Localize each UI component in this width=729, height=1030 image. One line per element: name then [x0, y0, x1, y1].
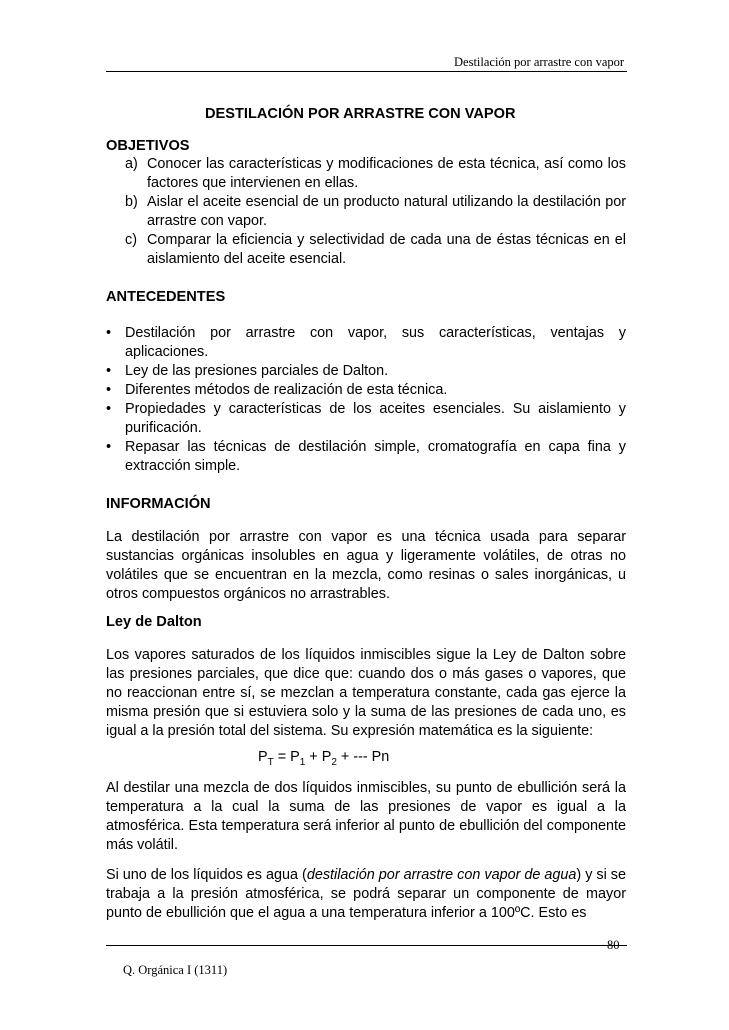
dalton-paragraph-3: [106, 866, 626, 923]
list-item: [106, 438, 626, 476]
paragraph-text: Si uno de los líquidos es agua (destilación por arrastre con vapor de agua) y si se trabaja a la presión atmosférica, se podrá separar un componente de mayor punto de ebullición que el agua a una temperatura inferior a 100ºC. Esto es: [106, 867, 626, 921]
bullet-icon: •: [106, 325, 112, 341]
dalton-formula: $P_T = P_1 + P_2$ + --- Pn: [258, 749, 390, 768]
document-title: DESTILACIÓN POR ARRASTRE CON VAPOR: [205, 106, 516, 122]
list-item-text: Diferentes métodos de realización de esta técnica.: [125, 382, 448, 398]
objetivos-heading: OBJETIVOS: [106, 138, 190, 154]
list-item-text: Destilación por arrastre con vapor, sus características, ventajas y aplicaciones.: [125, 325, 626, 360]
list-item: [106, 362, 626, 381]
list-item-text: Repasar las técnicas de destilación simple, cromatografía en capa fina y extracción simple.: [125, 439, 626, 474]
list-item: [106, 381, 626, 400]
dalton-heading: Ley de Dalton: [106, 614, 202, 630]
bullet-icon: •: [106, 401, 112, 417]
bullet-icon: •: [106, 363, 112, 379]
list-item: [106, 400, 626, 438]
dalton-paragraph-2: [106, 779, 626, 855]
bullet-icon: •: [106, 439, 112, 455]
list-item-text: Ley de las presiones parciales de Dalton.: [125, 363, 389, 379]
list-item-text: Comparar la eficiencia y selectividad de cada una de éstas técnicas en el aislamiento del aceite esencial.: [147, 232, 626, 267]
paragraph-text: Los vapores saturados de los líquidos inmiscibles sigue la Ley de Dalton sobre las presiones parciales, que dice que: cuando dos o más gases o vapores, que no reaccionan entre sí, se mezclan a temperatura constante, cada gas ejerce la misma presión que si estuviera solo y la suma de las presiones de cada uno, es igual a la presión total del sistema. Su expresión matemática es la siguiente:: [106, 647, 626, 739]
emphasized-term: destilación por arrastre con vapor de agua: [306, 867, 577, 883]
list-item-text: Aislar el aceite esencial de un producto natural utilizando la destilación por arrastre con vapor.: [147, 194, 626, 229]
list-item-text: Propiedades y características de los aceites esenciales. Su aislamiento y purificación.: [125, 401, 626, 436]
page-number: 80: [607, 938, 620, 952]
antecedentes-list: [106, 324, 626, 476]
objetivos-list: [125, 155, 626, 269]
footer-course: Q. Orgánica I (1311): [123, 963, 228, 977]
list-marker: c): [125, 232, 137, 248]
footer-rule: [106, 945, 627, 946]
informacion-paragraph: [106, 528, 626, 604]
list-item-text: Conocer las características y modificaciones de esta técnica, así como los factores que intervienen en ellas.: [147, 156, 626, 191]
list-item: [125, 155, 626, 193]
running-header: Destilación por arrastre con vapor: [454, 55, 625, 69]
bullet-icon: •: [106, 382, 112, 398]
list-marker: b): [125, 194, 138, 210]
list-marker: a): [125, 156, 138, 172]
informacion-heading: INFORMACIÓN: [106, 496, 211, 512]
list-item: [125, 231, 626, 269]
dalton-paragraph: [106, 646, 626, 741]
list-item: [106, 324, 626, 362]
paragraph-text: La destilación por arrastre con vapor es una técnica usada para separar sustancias orgánicas insolubles en agua y ligeramente volátiles, de otras no volátiles que se encuentran en la mezcla, como resinas o sales inorgánicas, u otros compuestos orgánicos no arrastrables.: [106, 529, 626, 602]
list-item: [125, 193, 626, 231]
header-rule: [106, 71, 627, 72]
paragraph-text: Al destilar una mezcla de dos líquidos inmiscibles, su punto de ebullición será la temperatura a la cual la suma de las presiones de vapor es igual a la atmosférica. Esta temperatura será inferior al punto de ebullición del componente más volátil.: [106, 780, 626, 853]
antecedentes-heading: ANTECEDENTES: [106, 289, 226, 305]
